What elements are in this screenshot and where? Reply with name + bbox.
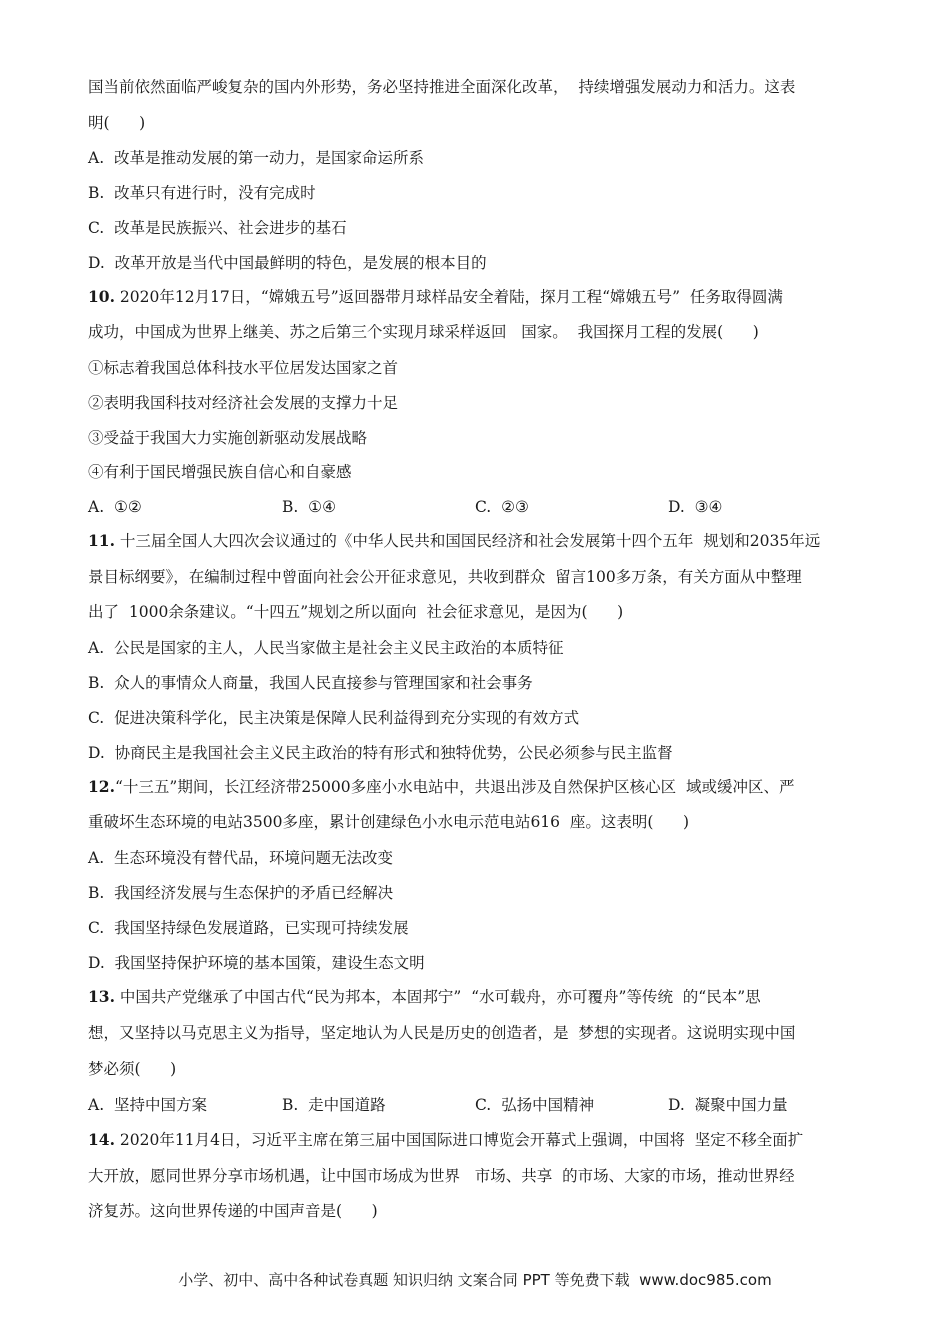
question-9-option-a: A. 改革是推动发展的第一动力，是国家命运所系 bbox=[88, 149, 424, 167]
question-11-option-c: C. 促进决策科学化，民主决策是保障人民利益得到充分实现的有效方式 bbox=[88, 709, 580, 727]
question-12-stem-line: 重破坏生态环境的电站3500多座，累计创建绿色小水电示范电站616 座。这表明( ) bbox=[88, 813, 690, 831]
option-d: D. ③④ bbox=[668, 498, 723, 516]
option-a: A. 坚持中国方案 bbox=[88, 1096, 207, 1114]
option-d: D. 凝聚中国力量 bbox=[668, 1096, 788, 1114]
question-14-stem-line bbox=[88, 1130, 803, 1150]
question-12-stem-line bbox=[88, 777, 794, 797]
question-text: 2020年11月4日，习近平主席在第三届中国国际进口博览会开幕式上强调，中国将 坚定不移全面扩 bbox=[114, 1131, 804, 1149]
question-11-option-d: D. 协商民主是我国社会主义民主政治的特有形式和独特优势，公民必须参与民主监督 bbox=[88, 744, 673, 762]
option-b: B. ①④ bbox=[282, 498, 336, 516]
page-footer: 小学、初中、高中各种试卷真题 知识归纳 文案合同 PPT 等免费下载 www.doc985.com bbox=[178, 1271, 772, 1289]
option-c: C. ②③ bbox=[475, 498, 529, 516]
question-13-stem-line: 想，又坚持以马克思主义为指导，坚定地认为人民是历史的创造者，是 梦想的实现者。这说明实现中国 bbox=[88, 1024, 796, 1042]
question-11-stem-line bbox=[88, 531, 820, 551]
question-11-option-b: B. 众人的事情众人商量，我国人民直接参与管理国家和社会事务 bbox=[88, 674, 533, 692]
question-10-stem-line: 成功，中国成为世界上继美、苏之后第三个实现月球采样返回 国家。 我国探月工程的发展( ) bbox=[88, 323, 759, 341]
question-12-option-d: D. 我国坚持保护环境的基本国策，建设生态文明 bbox=[88, 954, 425, 972]
question-text: “十三五”期间，长江经济带25000多座小水电站中，共退出涉及自然保护区核心区 域或缓冲区、严 bbox=[114, 778, 795, 796]
question-text: 中国共产党继承了中国古代“民为邦本，本固邦宁” “水可载舟，亦可覆舟”等传统 的“民本”思 bbox=[114, 988, 761, 1006]
question-text: 十三届全国人大四次会议通过的《中华人民共和国国民经济和社会发展第十四个五年 规划和2035年远 bbox=[114, 532, 821, 550]
question-number: 13. bbox=[88, 987, 115, 1006]
question-number: 11. bbox=[88, 531, 115, 550]
question-12-option-c: C. 我国坚持绿色发展道路，已实现可持续发展 bbox=[88, 919, 409, 937]
question-number: 14. bbox=[88, 1130, 115, 1149]
option-c: C. 弘扬中国精神 bbox=[475, 1096, 595, 1114]
question-10-statement-1: ①标志着我国总体科技水平位居发达国家之首 bbox=[88, 359, 399, 377]
question-9-option-b: B. 改革只有进行时，没有完成时 bbox=[88, 184, 316, 202]
question-10-statement-2: ②表明我国科技对经济社会发展的支撑力十足 bbox=[88, 394, 399, 412]
question-number: 10. bbox=[88, 287, 115, 306]
question-11-stem-line: 出了 1000余条建议。“十四五”规划之所以面向 社会征求意见，是因为( ) bbox=[88, 603, 624, 621]
question-13-stem-line bbox=[88, 987, 761, 1007]
question-13-options bbox=[88, 1095, 868, 1115]
question-10-options bbox=[88, 497, 868, 517]
option-a: A. ①② bbox=[88, 498, 142, 516]
question-11-option-a: A. 公民是国家的主人，人民当家做主是社会主义民主政治的本质特征 bbox=[88, 639, 564, 657]
question-14-stem-line: 济复苏。这向世界传递的中国声音是( ) bbox=[88, 1202, 378, 1220]
question-number: 12. bbox=[88, 777, 115, 796]
question-9-stem-line: 国当前依然面临严峻复杂的国内外形势，务必坚持推进全面深化改革， 持续增强发展动力和活力。这表 bbox=[88, 78, 796, 96]
question-12-option-a: A. 生态环境没有替代品，环境问题无法改变 bbox=[88, 849, 393, 867]
question-14-stem-line: 大开放，愿同世界分享市场机遇，让中国市场成为世界 市场、共享 的市场、大家的市场，推动世界经 bbox=[88, 1167, 795, 1185]
question-12-option-b: B. 我国经济发展与生态保护的矛盾已经解决 bbox=[88, 884, 394, 902]
question-10-statement-3: ③受益于我国大力实施创新驱动发展战略 bbox=[88, 429, 368, 447]
question-9-stem-line: 明( ) bbox=[88, 114, 146, 132]
question-9-option-c: C. 改革是民族振兴、社会进步的基石 bbox=[88, 219, 347, 237]
question-10-statement-4: ④有利于国民增强民族自信心和自豪感 bbox=[88, 463, 352, 481]
question-11-stem-line: 景目标纲要》，在编制过程中曾面向社会公开征求意见，共收到群众 留言100多万条，有关方面从中整理 bbox=[88, 568, 802, 586]
option-b: B. 走中国道路 bbox=[282, 1096, 386, 1114]
question-13-stem-line: 梦必须( ) bbox=[88, 1060, 177, 1078]
question-10-stem-line bbox=[88, 287, 783, 307]
question-text: 2020年12月17日，“嫦娥五号”返回器带月球样品安全着陆，探月工程“嫦娥五号” 任务取得圆满 bbox=[114, 288, 783, 306]
question-9-option-d: D. 改革开放是当代中国最鲜明的特色，是发展的根本目的 bbox=[88, 254, 487, 272]
